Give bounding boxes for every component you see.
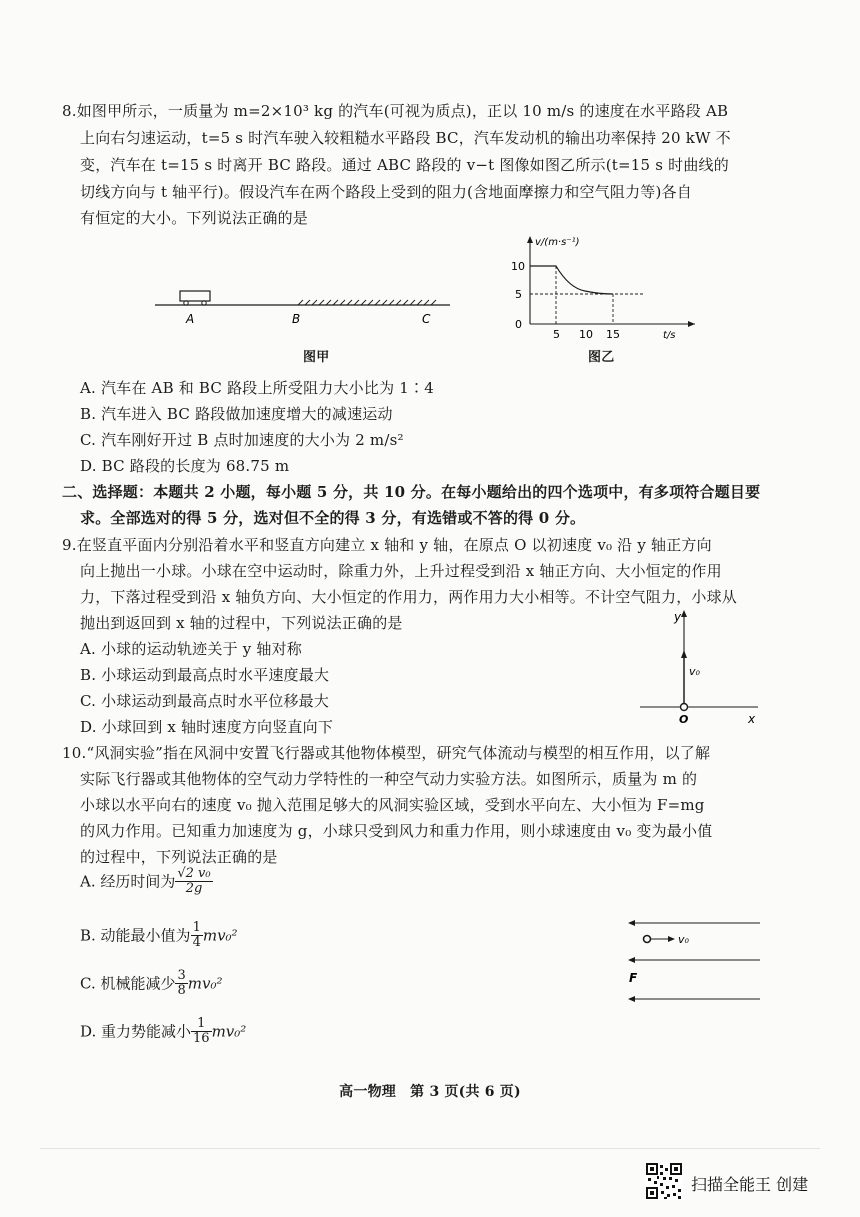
v0-label: v₀ (678, 933, 689, 946)
v-axis-label: v/(m·s⁻¹) (535, 237, 580, 248)
q10-option-c-prefix: C. 机械能减少 (80, 974, 176, 993)
q10-option-c-suffix: mv₀² (187, 974, 223, 993)
q10-option-b (80, 921, 238, 950)
q10-option-d-den: 16 (193, 1031, 210, 1046)
q10-option-b-den: 4 (192, 935, 201, 950)
car-icon (180, 291, 210, 301)
q8-line: 切线方向与 t 轴平行)。假设汽车在两个路段上受到的阻力(含地面摩擦力和空气阻力等)各自 (80, 183, 692, 201)
q8-line: 有恒定的大小。下列说法正确的是 (80, 209, 309, 227)
q10-option-b-suffix: mv₀² (202, 926, 238, 945)
x-tick-10: 10 (579, 328, 593, 341)
q10-option-d-suffix: mv₀² (211, 1022, 247, 1041)
q9-line: 9.在竖直平面内分别沿着水平和竖直方向建立 x 轴和 y 轴，在原点 O 以初速度 v₀ 沿 y 轴正方向 (62, 536, 712, 554)
q10-line: 的过程中，下列说法正确的是 (80, 848, 278, 866)
y-axis-label: y (674, 610, 682, 624)
q9-option-b: B. 小球运动到最高点时水平速度最大 (80, 666, 330, 684)
q10-option-a-prefix: A. 经历时间为 (80, 872, 176, 891)
q10-option-b-num: 1 (192, 920, 201, 935)
q8-fig-a-caption: 图甲 (303, 350, 330, 365)
q10-option-c-den: 8 (177, 983, 186, 998)
q10-option-a (80, 867, 213, 896)
q8-option-c: C. 汽车刚好开过 B 点时加速度的大小为 2 m/s² (80, 431, 404, 449)
q10-line: 实际飞行器或其他物体的空气动力学特性的一种空气动力实验方法。如图所示，质量为 m 的 (80, 770, 698, 788)
q8-line: 8.如图甲所示，一质量为 m=2×10³ kg 的汽车(可视为质点)，正以 10 m/s 的速度在水平路段 AB (62, 102, 729, 120)
x-tick-15: 15 (606, 328, 620, 341)
q8-line: 上向右匀速运动，t=5 s 时汽车驶入较粗糙水平路段 BC，汽车发动机的输出功率保持 20 kW 不 (80, 129, 731, 147)
q8-fig-b-caption: 图乙 (588, 350, 615, 365)
x-axis-label: x (748, 712, 756, 726)
footer-rule (40, 1148, 820, 1149)
q8-figure-vt-graph (505, 232, 705, 344)
q9-line: 向上抛出一小球。小球在空中运动时，除重力外，上升过程受到沿 x 轴正方向、大小恒定的作用 (80, 562, 722, 580)
q10-figure-wind-tunnel (620, 915, 770, 1010)
origin-label: O (679, 713, 689, 726)
q8-line: 变，汽车在 t=15 s 时离开 BC 路段。通过 ABC 路段的 v−t 图像如图乙所示(t=15 s 时曲线的 (80, 156, 729, 174)
q8-option-d: D. BC 路段的长度为 68.75 m (80, 457, 290, 475)
q10-option-c-num: 3 (177, 968, 186, 983)
y-tick-5: 5 (515, 288, 522, 301)
section-2-line: 求。全部选对的得 5 分，选对但不全的得 3 分，有选错或不答的得 0 分。 (80, 509, 586, 527)
page-footer: 高一物理 第 3 页(共 6 页) (339, 1084, 521, 1100)
ball-icon (681, 704, 688, 711)
ball-icon (644, 936, 651, 943)
y-tick-0: 0 (515, 318, 522, 331)
q9-option-c: C. 小球运动到最高点时水平位移最大 (80, 692, 330, 710)
q10-line: 小球以水平向右的速度 v₀ 抛入范围足够大的风洞实验区域，受到水平向左、大小恒为 F=mg (80, 796, 705, 814)
q8-option-a: A. 汽车在 AB 和 BC 路段上所受阻力大小比为 1∶4 (80, 379, 434, 397)
point-c-label: C (422, 312, 431, 326)
force-label: F (629, 971, 638, 985)
point-a-label: A (186, 312, 195, 326)
q9-option-a: A. 小球的运动轨迹关于 y 轴对称 (80, 640, 302, 658)
q10-option-b-prefix: B. 动能最小值为 (80, 926, 191, 945)
q10-option-a-den: 2g (185, 881, 203, 896)
section-2-line: 二、选择题：本题共 2 小题，每小题 5 分，共 10 分。在每小题给出的四个选项中，有多项符合题目要 (62, 483, 761, 501)
q10-option-d-prefix: D. 重力势能减小 (80, 1022, 192, 1041)
t-axis-label: t/s (663, 330, 676, 341)
q10-option-c (80, 969, 223, 998)
q10-option-d (80, 1017, 246, 1046)
q10-option-a-num: √2 v₀ (177, 866, 211, 881)
q8-option-b: B. 汽车进入 BC 路段做加速度增大的减速运动 (80, 405, 393, 423)
watermark (645, 1162, 845, 1202)
point-b-label: B (292, 312, 301, 326)
v0-label: v₀ (689, 665, 700, 678)
q8-figure-road (140, 280, 460, 330)
q9-option-d: D. 小球回到 x 轴时速度方向竖直向下 (80, 718, 334, 736)
watermark-text: 扫描全能王 创建 (691, 1175, 809, 1194)
x-tick-5: 5 (553, 328, 560, 341)
q9-figure-axes (630, 605, 770, 730)
q10-line: 的风力作用。已知重力加速度为 g，小球只受到风力和重力作用，则小球速度由 v₀ 变为最小值 (80, 822, 713, 840)
v-t-curve (530, 266, 613, 294)
q10-option-d-num: 1 (191, 1017, 212, 1032)
q9-line: 抛出到返回到 x 轴的过程中，下列说法正确的是 (80, 614, 403, 632)
q9-line: 力，下落过程受到沿 x 轴负方向、大小恒定的作用力，两作用力大小相等。不计空气阻力，小球从 (80, 588, 737, 606)
q10-line: 10.“风洞实验”指在风洞中安置飞行器或其他物体模型，研究气体流动与模型的相互作用，以了解 (62, 744, 711, 762)
y-tick-10: 10 (511, 260, 525, 273)
qr-code-icon (645, 1162, 683, 1200)
